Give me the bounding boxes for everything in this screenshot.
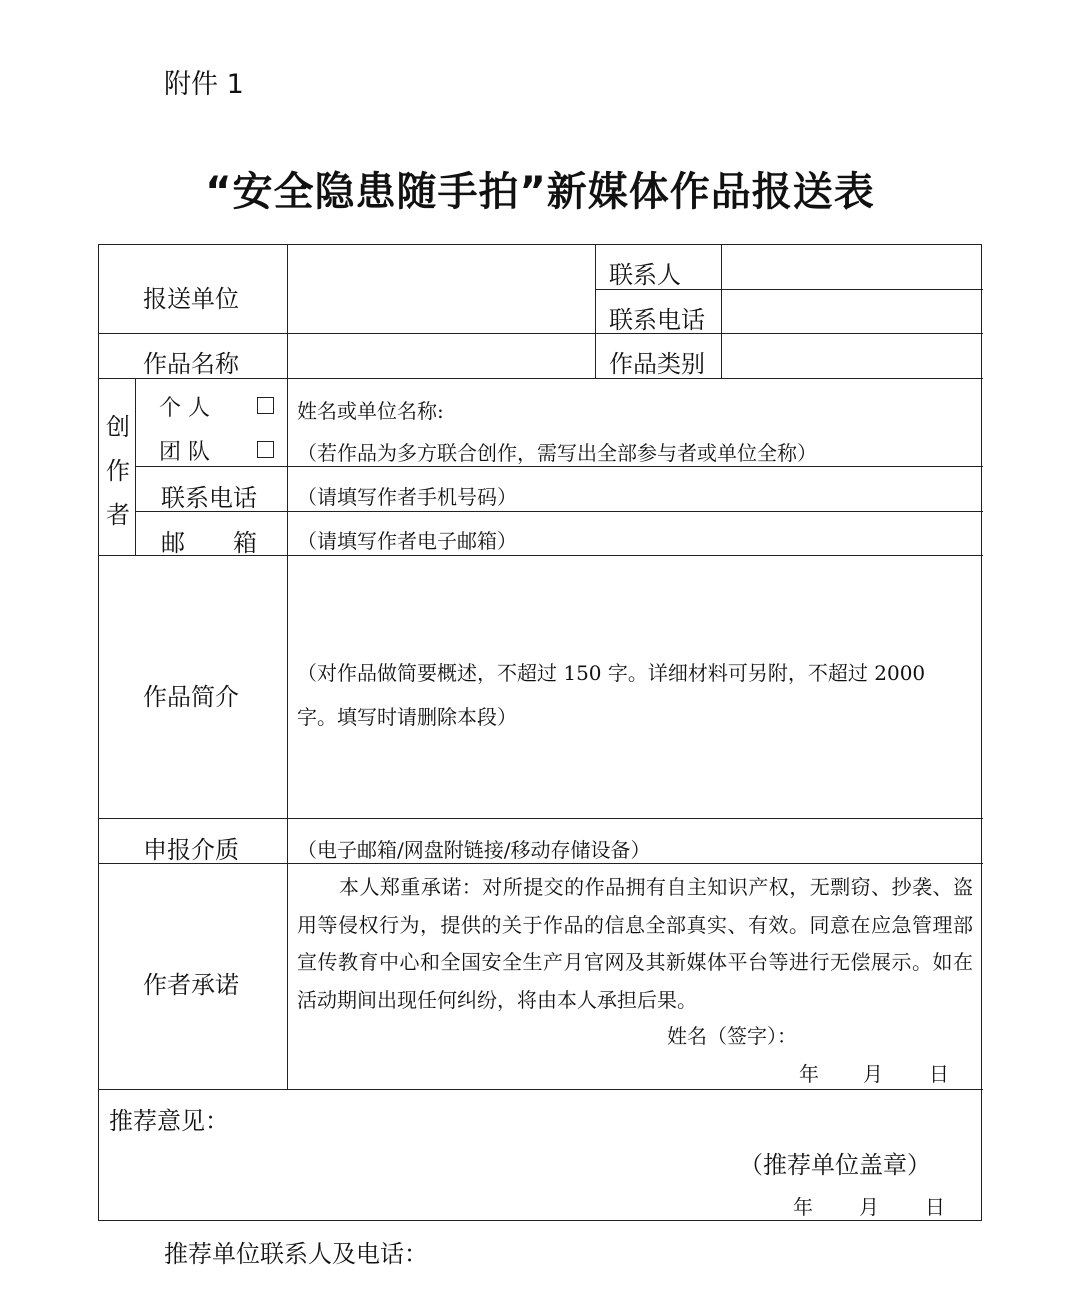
column-divider-contact-value <box>721 245 722 378</box>
contact-person-label: 联系人 <box>609 261 681 289</box>
pledge-date-year: 年 <box>799 1062 819 1086</box>
pledge-date-month: 月 <box>863 1062 883 1086</box>
work-name-label: 作品名称 <box>143 350 239 378</box>
contact-phone-label: 联系电话 <box>609 306 705 334</box>
recommendation-date-month: 月 <box>859 1195 879 1219</box>
creator-section-label <box>103 405 133 537</box>
team-label: 团 队 <box>159 440 210 465</box>
work-category-label: 作品类别 <box>609 350 705 378</box>
individual-checkbox[interactable] <box>257 397 274 414</box>
recommendation-label: 推荐意见： <box>109 1107 229 1135</box>
name-or-unit-label: 姓名或单位名称: <box>297 399 444 423</box>
attachment-label: 附件 1 <box>164 69 244 100</box>
creator-char-2: 作 <box>106 457 130 485</box>
row-divider-unit <box>99 333 983 334</box>
pledge-text <box>297 869 973 1019</box>
creator-char-3: 者 <box>106 501 130 529</box>
contact-person-field[interactable] <box>723 247 981 288</box>
recommender-contact-line: 推荐单位联系人及电话： <box>164 1240 428 1268</box>
work-name-field[interactable] <box>289 335 593 377</box>
recommendation-date-year: 年 <box>793 1195 813 1219</box>
column-divider-label <box>287 245 288 1089</box>
creator-phone-label: 联系电话 <box>161 484 257 512</box>
recommendation-date-day: 日 <box>925 1195 945 1219</box>
team-checkbox[interactable] <box>257 441 274 458</box>
creator-email-label: 邮 箱 <box>161 529 257 557</box>
collab-note: （若作品为多方联合创作，需写出全部参与者或单位全称） <box>297 441 817 465</box>
work-intro-label: 作品简介 <box>143 683 239 711</box>
submitting-unit-field[interactable] <box>289 247 593 332</box>
pledge-date-day: 日 <box>929 1062 949 1086</box>
submission-form-table <box>98 244 982 1221</box>
medium-label: 申报介质 <box>143 836 239 864</box>
work-intro-hint-line2[interactable]: 字。填写时请删除本段） <box>297 705 517 729</box>
creator-email-hint[interactable]: （请填写作者电子邮箱） <box>297 529 517 553</box>
row-divider-pledge <box>99 1089 983 1090</box>
row-divider-intro <box>99 818 983 819</box>
medium-hint[interactable]: （电子邮箱/网盘附链接/移动存储设备） <box>297 838 651 862</box>
creator-phone-hint[interactable]: （请填写作者手机号码） <box>297 485 517 509</box>
submitting-unit-label: 报送单位 <box>143 285 239 313</box>
column-divider-creator-section <box>135 378 136 555</box>
work-intro-hint-line1[interactable]: （对作品做简要概述，不超过 150 字。详细材料可另附，不超过 2000 <box>297 661 926 685</box>
document-title: “安全隐患随手拍”新媒体作品报送表 <box>205 169 875 215</box>
row-divider-creator-phone <box>135 511 983 512</box>
column-divider-contact-label <box>595 245 596 378</box>
contact-phone-field[interactable] <box>723 291 981 332</box>
signature-label: 姓名（签字）： <box>667 1024 797 1048</box>
creator-char-1: 创 <box>106 413 130 441</box>
work-category-field[interactable] <box>723 335 981 377</box>
pledge-paragraph: 本人郑重承诺：对所提交的作品拥有自主知识产权，无剽窃、抄袭、盗用等侵权行为，提供的关于作品的信息全部真实、有效。同意在应急管理部宣传教育中心和全国安全生产月官网及其新媒体平台等进行无偿展示。如在活动期间出现任何纠纷，将由本人承担后果。 <box>297 875 973 1012</box>
row-divider-creator-type <box>135 466 983 467</box>
seal-label: （推荐单位盖章） <box>739 1151 931 1179</box>
individual-label: 个 人 <box>159 396 210 421</box>
pledge-label: 作者承诺 <box>143 971 239 999</box>
